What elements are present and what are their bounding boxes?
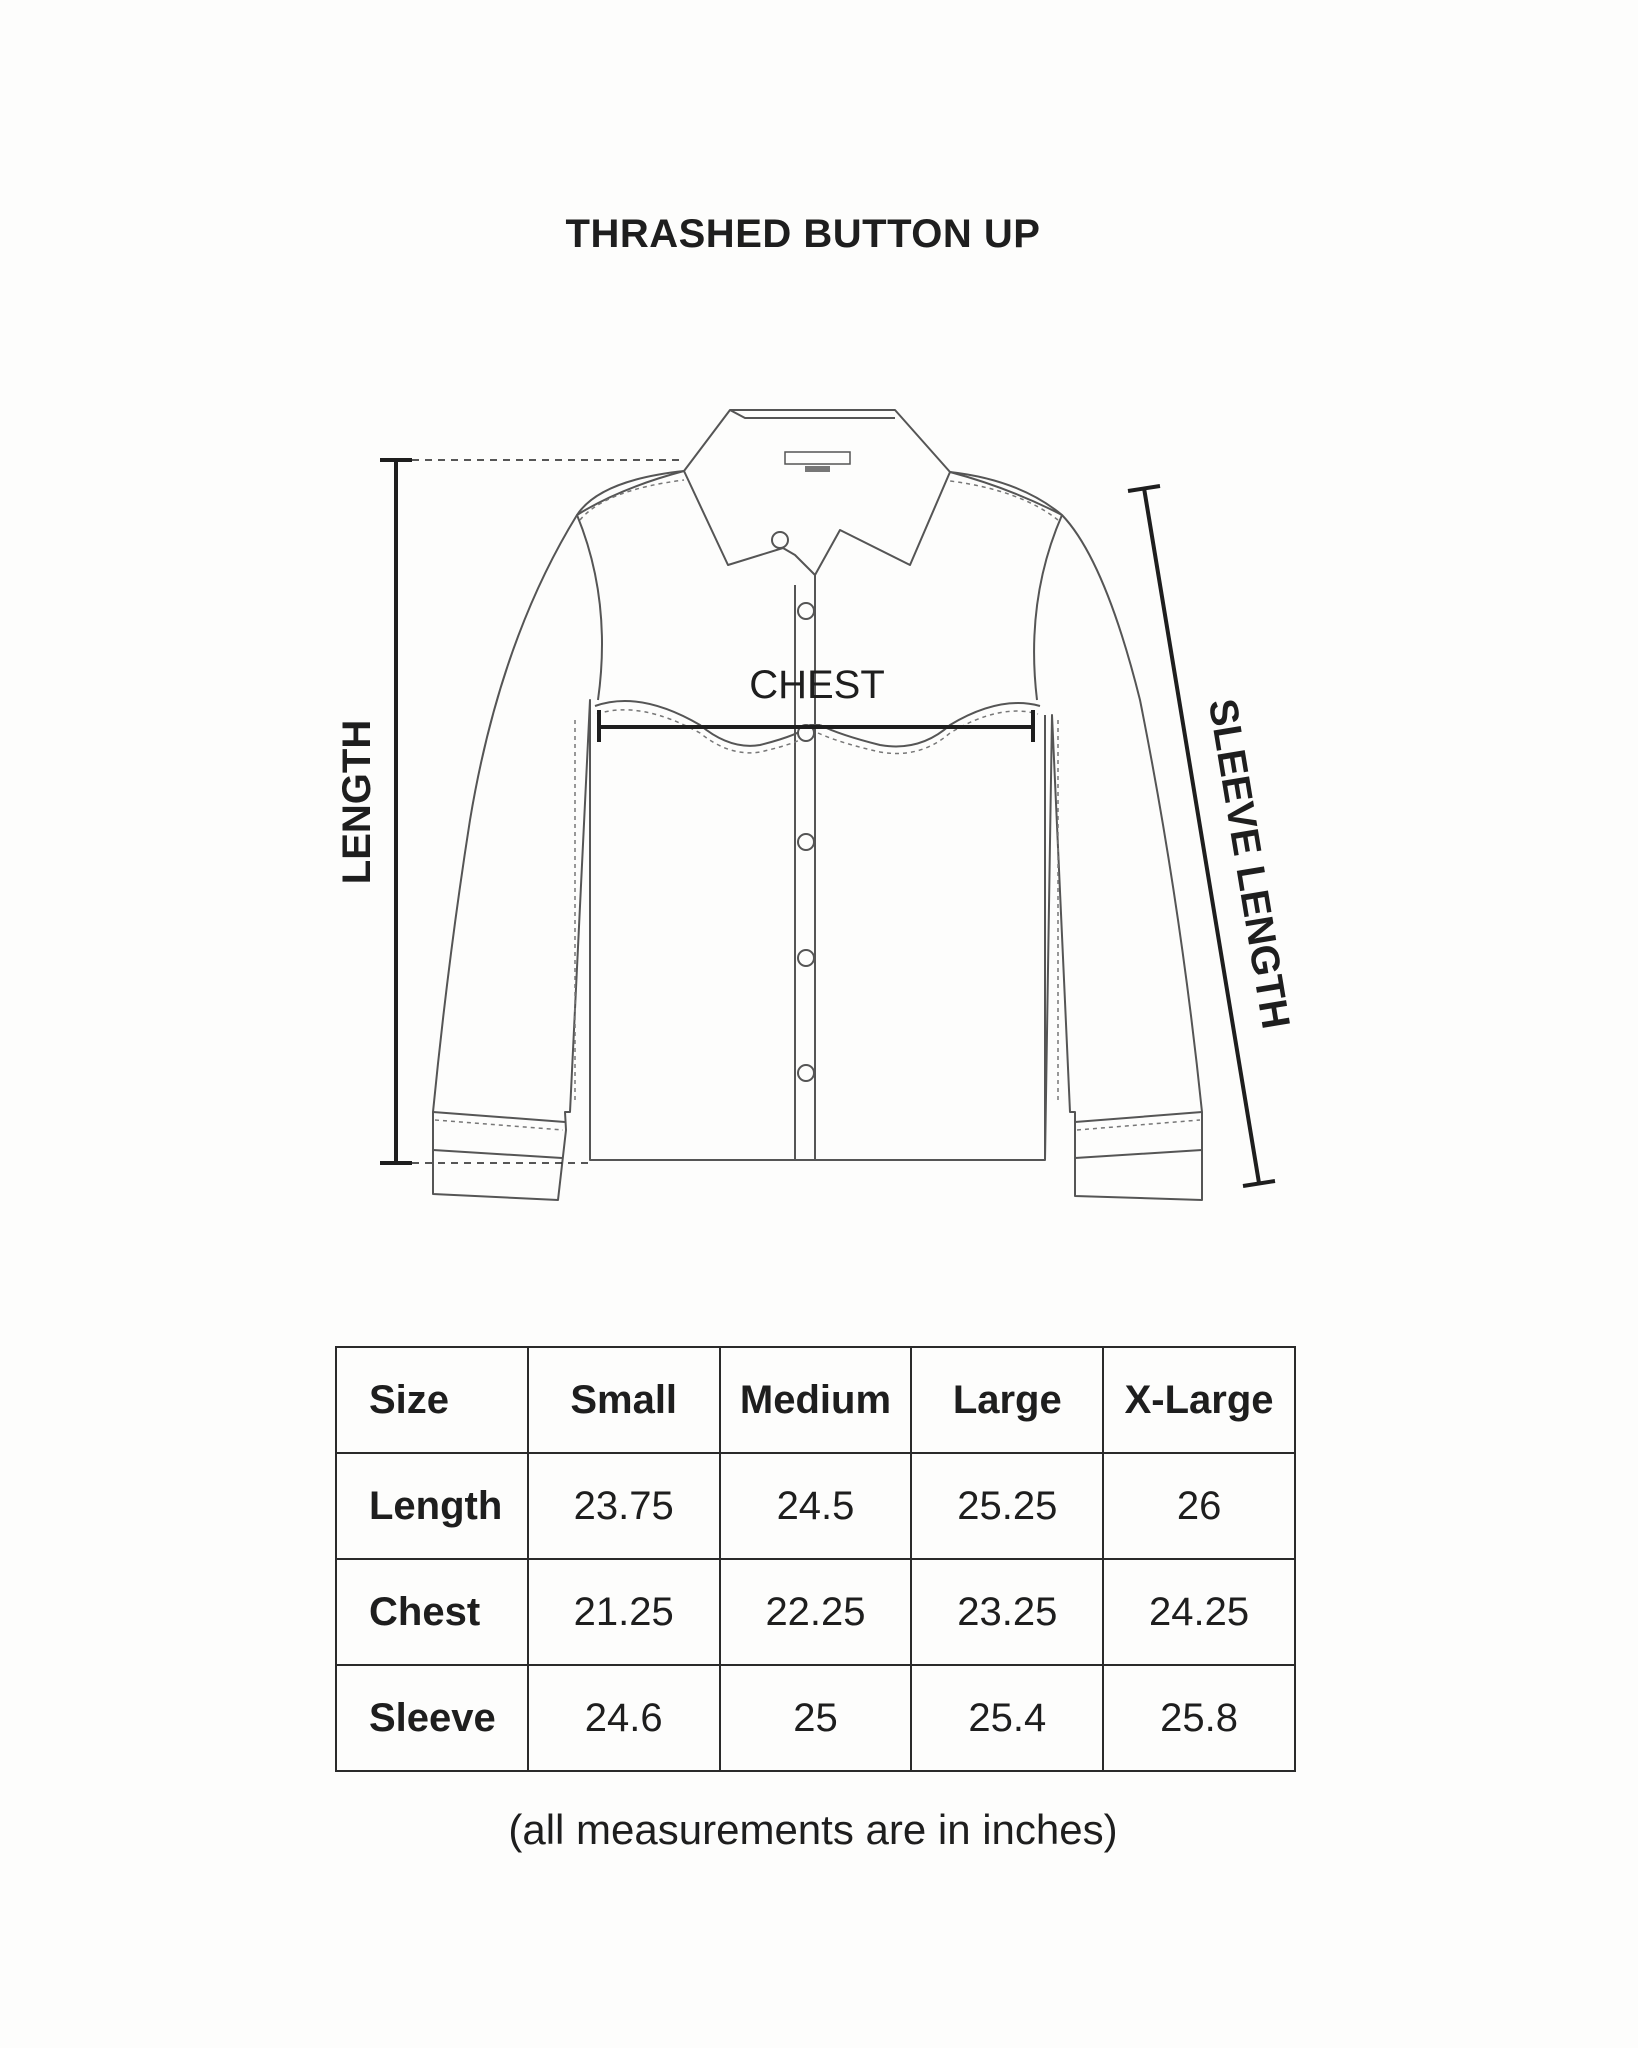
units-note: (all measurements are in inches) (508, 1806, 1118, 1853)
collar-tag (785, 452, 850, 472)
table-header-cell: Size (336, 1347, 528, 1453)
table-cell: 24.5 (720, 1453, 912, 1559)
page-title: THRASHED BUTTON UP (565, 212, 1041, 256)
table-cell: 25.8 (1103, 1665, 1295, 1771)
table-header-row (336, 1347, 1295, 1453)
table-cell: 23.75 (528, 1453, 720, 1559)
button (798, 603, 814, 619)
table-row (336, 1559, 1295, 1665)
table-cell: 25 (720, 1665, 912, 1771)
table-header-cell: Medium (720, 1347, 912, 1453)
table-cell: 22.25 (720, 1559, 912, 1665)
table-cell: 26 (1103, 1453, 1295, 1559)
table-row (336, 1453, 1295, 1559)
row-label: Sleeve (336, 1665, 528, 1771)
table-header-cell: X-Large (1103, 1347, 1295, 1453)
button (798, 950, 814, 966)
row-label: Chest (336, 1559, 528, 1665)
sleeve-length-label: SLEEVE LENGTH (1199, 695, 1298, 1032)
table-cell: 23.25 (911, 1559, 1103, 1665)
shirt-stitching (435, 480, 1200, 1130)
table-header-cell: Large (911, 1347, 1103, 1453)
table-header-cell: Small (528, 1347, 720, 1453)
table-cell: 24.6 (528, 1665, 720, 1771)
shirt-buttons (772, 532, 814, 1081)
length-dimension (380, 460, 680, 1163)
button (772, 532, 788, 548)
table-row (336, 1665, 1295, 1771)
table-cell: 25.4 (911, 1665, 1103, 1771)
table-cell: 21.25 (528, 1559, 720, 1665)
table-cell: 24.25 (1103, 1559, 1295, 1665)
shirt-outline (433, 410, 1202, 1200)
button (798, 834, 814, 850)
chest-label: CHEST (749, 663, 885, 707)
length-label: LENGTH (335, 719, 379, 885)
row-label: Length (336, 1453, 528, 1559)
button (798, 1065, 814, 1081)
size-table (335, 1346, 1296, 1772)
table-cell: 25.25 (911, 1453, 1103, 1559)
